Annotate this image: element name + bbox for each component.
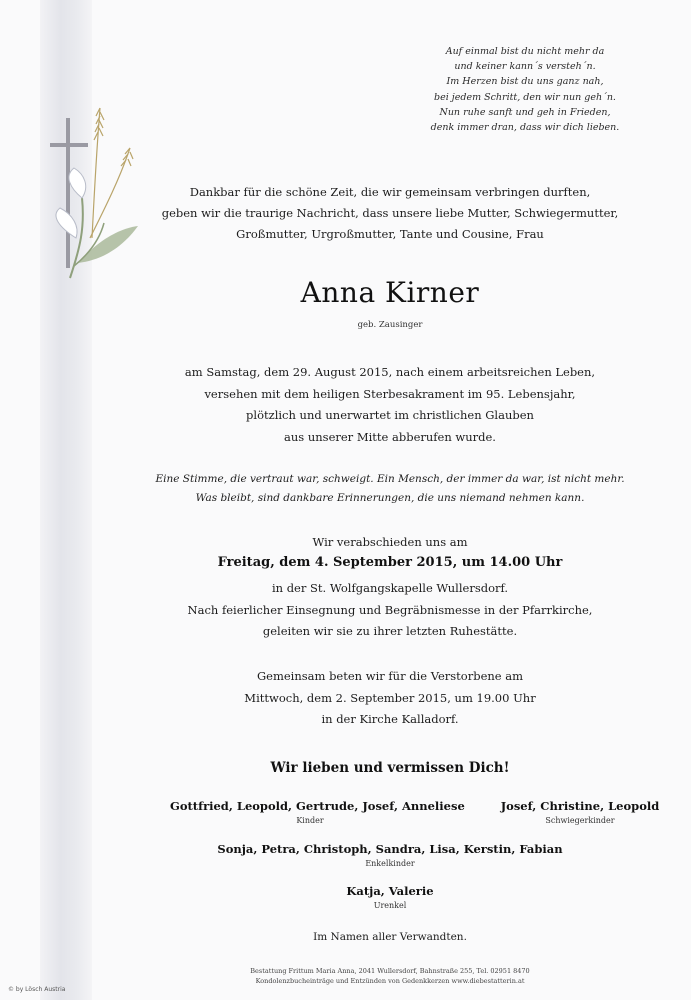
footer-line: Bestattung Frittum Maria Anna, 2041 Wullersdorf, Bahnstraße 255, Tel. 02951 8470 [250,967,530,975]
death-line: am Samstag, dem 29. August 2015, nach einem arbeitsreichen Leben, [184,365,596,379]
undertaker-footer [150,966,630,986]
memorial-quote [150,470,630,508]
intro-line: Großmutter, Urgroßmutter, Tante und Cousine, Frau [236,227,544,241]
mourner-group-great-grandchildren [150,884,630,910]
mourner-role: Schwiegerkinder [545,816,615,825]
death-line: plötzlich und unerwartet im christlichen Glauben [246,408,534,422]
mourner-names: Katja, Valerie [346,884,434,898]
death-line: versehen mit dem heiligen Sterbesakrament im 95. Lebensjahr, [204,386,576,401]
mourner-group-children-in-law [480,799,680,825]
prayer-line: Gemeinsam beten wir für die Verstorbene am [256,669,524,683]
mourner-group-children [170,799,465,825]
prayer-line: Mittwoch, dem 2. September 2015, um 19.00 Uhr [244,690,536,705]
poem-line: Auf einmal bist du nicht mehr da [445,46,605,57]
funeral-line: Nach feierlicher Einsegnung und Begräbnismesse in der Pfarrkirche, [187,602,593,617]
quote-line: Was bleibt, sind dankbare Erinnerungen, die uns niemand nehmen kann. [195,492,585,504]
deceased-name: Anna Kirner [300,276,480,309]
intro-text [150,182,630,245]
mourner-names: Sonja, Petra, Christoph, Sandra, Lisa, Kerstin, Fabian [217,842,563,856]
mourner-names: Josef, Christine, Leopold [500,799,660,813]
prayer-line: in der Kirche Kalladorf. [321,712,459,726]
funeral-date: Freitag, dem 4. September 2015, um 14.00 Uhr [217,555,563,570]
closing-line: Im Namen aller Verwandten. [313,931,467,943]
wheat-icon [90,108,133,238]
funeral-details [150,578,630,643]
poem [380,44,670,135]
quote-line: Eine Stimme, die vertraut war, schweigt. Ein Mensch, der immer da war, ist nicht mehr. [155,473,625,485]
copyright: © by Lösch Austria [8,986,66,993]
funeral-line: in der St. Wolfgangskapelle Wullersdorf. [271,581,509,595]
mourner-group-grandchildren [150,842,630,868]
poem-line: denk immer dran, dass wir dich lieben. [430,122,620,134]
mourner-role: Kinder [296,816,324,825]
death-line: aus unserer Mitte abberufen wurde. [284,429,496,444]
intro-line: Dankbar für die schöne Zeit, die wir gemeinsam verbringen durften, [189,185,591,199]
poem-line: bei jedem Schritt, den wir nun geh´n. [434,91,616,103]
prayer-notice [150,666,630,731]
mourner-names: Gottfried, Leopold, Gertrude, Josef, Anneliese [170,799,465,813]
poem-line: Nun ruhe sanft und geh in Frieden, [439,106,611,118]
poem-line: und keiner kann´s versteh´n. [454,61,596,73]
funeral-intro: Wir verabschieden uns am [312,535,468,549]
mourner-role: Enkelkinder [365,859,415,868]
poem-line: Im Herzen bist du uns ganz nah, [446,76,604,88]
footer-line: Kondolenzbucheinträge und Entzünden von Gedenkkerzen www.diebestatterin.at [255,977,525,985]
death-notice [150,362,630,448]
love-line: Wir lieben und vermissen Dich! [270,760,510,776]
funeral-line: geleiten wir sie zu ihrer letzten Ruhestätte. [262,624,518,638]
intro-line: geben wir die traurige Nachricht, dass unsere liebe Mutter, Schwiegermutter, [161,206,619,220]
mourner-role: Urenkel [373,901,407,910]
birth-name: geb. Zausinger [357,320,423,330]
cross-and-lily-decoration [30,88,140,288]
